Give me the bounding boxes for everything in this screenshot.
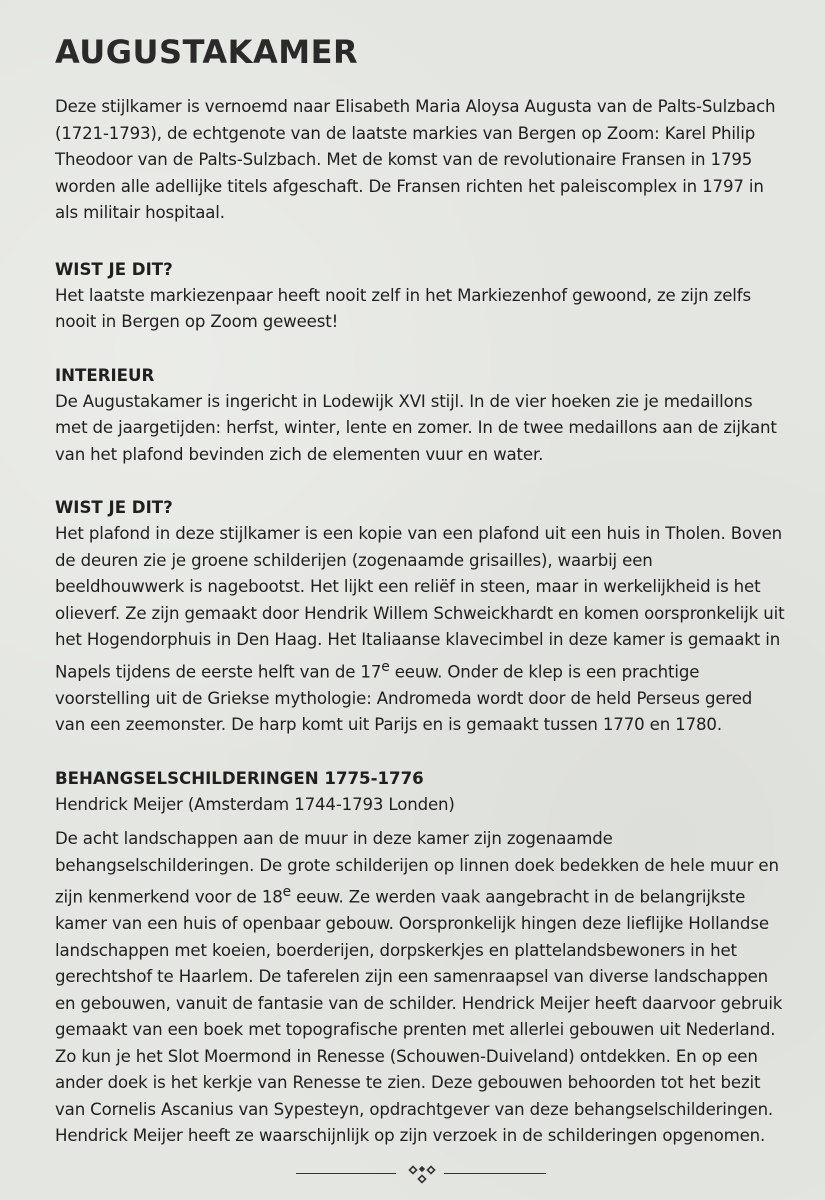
section-body-part: Het plafond in deze stijlkamer is een kopie van een plafond uit een huis in Tholen. Boven de deuren zie je groene schilderijen (zogenaamde grisailles), waarbij een beeldhouwwerk is nagebootst. Het lijkt een reliëf in steen, maar in werkelijkheid is het olieverf. Ze zijn gemaakt door Hendrik Willem Schweickhardt en komen oorspronkelijk uit het Hogendorphuis in Den Haag. Het Italiaanse klavecimbel in deze kamer is gemaakt in Napels tijdens de eerste helft van de 17 bbox=[55, 524, 785, 682]
section-body: De Augustakamer is ingericht in Lodewijk XVI stijl. In de vier hoeken zie je medaillons met de jaargetijden: herfst, winter, lente en zomer. In de twee medaillons aan de zijkant van het plafond bevinden zich de elementen vuur en water. bbox=[55, 391, 777, 464]
section-body-part: eeuw. Onder de klep is een prachtige voorstelling uit de Griekse mythologie: Andromeda wordt door de held Perseus gered van een zeemonster. De harp komt uit Parijs en is gemaakt tussen 1770 en 1780. bbox=[55, 662, 753, 735]
footer-ornament bbox=[0, 1162, 825, 1186]
superscript: e bbox=[381, 658, 390, 675]
section-heading: WIST JE DIT? bbox=[55, 498, 173, 517]
section-behangselschilderingen bbox=[55, 766, 785, 1150]
section-interieur bbox=[55, 363, 785, 469]
divider-line-left bbox=[296, 1173, 396, 1174]
divider-line-right bbox=[444, 1173, 546, 1174]
section-wist-je-dit-1 bbox=[55, 257, 785, 336]
section-subtitle: Hendrick Meijer (Amsterdam 1744-1793 Londen) bbox=[55, 794, 455, 814]
section-heading: WIST JE DIT? bbox=[55, 259, 173, 279]
superscript: e bbox=[282, 884, 292, 901]
intro-paragraph: Deze stijlkamer is vernoemd naar Elisabeth Maria Aloysa Augusta van de Palts-Sulzbach (1721-1793), de echtgenote van de laatste markies van Bergen op Zoom: Karel Philip Theodoor van de Palts-Sulzbach. Met de komst van de revolutionaire Fransen in 1795 worden alle adellijke titels afgeschaft. De Fransen richten het paleiscomplex in 1797 in als militair hospitaal. bbox=[55, 97, 776, 222]
page-title: AUGUSTAKAMER bbox=[55, 33, 359, 71]
info-panel bbox=[55, 30, 785, 1150]
section-body-part: eeuw. Ze werden vaak aangebracht in de belangrijkste kamer van een huis of openbaar gebouw. Oorspronkelijk hingen deze lieflijke Hollandse landschappen met koeien, boerderijen, dorpskerkjes en plattelandsbewoners in het gerechtshof te Haarlem. De taferelen zijn een samenraapsel van diverse landschappen en gebouwen, vanuit de fantasie van de schilder. Hendrick Meijer heeft daarvoor gebruik gemaakt van een boek met topografische prenten met allerlei gebouwen uit Nederland. Zo kun je het Slot Moermond in Renesse (Schouwen-Duiveland) ontdekken. En op een ander doek is het kerkje van Renesse te zien. Deze gebouwen behoorden tot het bezit van Cornelis Ascanius van Sypesteyn, opdrachtgever van deze behangselschilderingen. Hendrick Meijer heeft ze waarschijnlijk op zijn verzoek in de schilderingen opgenomen. bbox=[55, 887, 783, 1146]
section-heading: BEHANGSELSCHILDERINGEN 1775-1776 bbox=[55, 768, 424, 788]
section-body bbox=[55, 826, 785, 1150]
diamond-cluster-icon bbox=[407, 1164, 437, 1186]
section-body bbox=[55, 521, 785, 739]
section-body-part: De acht landschappen aan de muur in deze kamer zijn zogenaamde behangselschilderingen. De grote schilderijen op linnen doek bedekken de hele muur en zijn kenmerkend voor de 18 bbox=[55, 829, 779, 907]
section-body: Het laatste markiezenpaar heeft nooit zelf in het Markiezenhof gewoond, ze zijn zelfs nooit in Bergen op Zoom geweest! bbox=[55, 285, 751, 331]
section-heading: INTERIEUR bbox=[55, 365, 155, 385]
section-wist-je-dit-2 bbox=[55, 495, 785, 739]
